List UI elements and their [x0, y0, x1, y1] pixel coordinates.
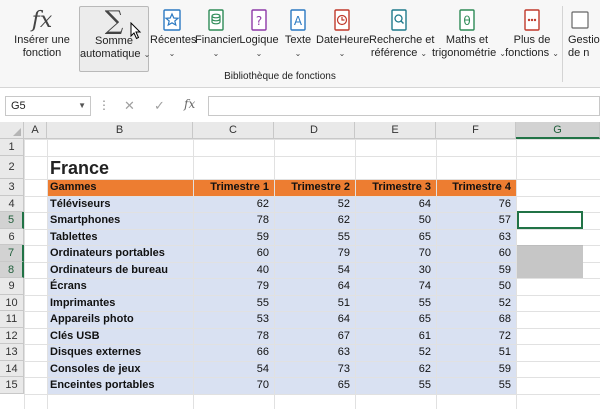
- value-cell[interactable]: 61: [418, 329, 431, 342]
- value-cell[interactable]: 68: [498, 313, 511, 325]
- value-cell[interactable]: 30: [418, 263, 431, 276]
- row-gridline: [24, 139, 600, 140]
- product-cell[interactable]: Smartphones: [50, 214, 121, 226]
- value-cell[interactable]: 74: [418, 280, 431, 292]
- row-header-3[interactable]: 3: [0, 179, 24, 196]
- value-cell[interactable]: 54: [256, 362, 269, 375]
- value-cell[interactable]: 60: [498, 247, 511, 259]
- column-header-g[interactable]: G: [516, 122, 600, 139]
- value-cell[interactable]: 63: [337, 346, 350, 358]
- product-cell[interactable]: Ordinateurs portables: [50, 247, 165, 259]
- value-cell[interactable]: 54: [337, 263, 350, 276]
- row-gridline: [24, 394, 600, 395]
- value-cell[interactable]: 51: [498, 346, 511, 358]
- column-header-a[interactable]: A: [24, 122, 47, 139]
- value-cell[interactable]: 67: [337, 329, 350, 342]
- product-cell[interactable]: Imprimantes: [50, 296, 116, 309]
- row-header-10[interactable]: 10: [0, 295, 24, 312]
- column-header-e[interactable]: E: [355, 122, 436, 139]
- value-cell[interactable]: 55: [418, 296, 431, 309]
- row-header-6[interactable]: 6: [0, 229, 24, 246]
- ribbon: [0, 0, 600, 88]
- value-cell[interactable]: 73: [337, 362, 350, 375]
- column-header-d[interactable]: D: [274, 122, 355, 139]
- value-cell[interactable]: 55: [337, 230, 350, 243]
- value-cell[interactable]: 50: [498, 280, 511, 292]
- star-icon: [161, 8, 183, 32]
- value-cell[interactable]: 40: [256, 263, 269, 276]
- value-cell[interactable]: 62: [337, 214, 350, 226]
- value-cell[interactable]: 72: [498, 329, 511, 342]
- row-header-11[interactable]: 11: [0, 311, 24, 328]
- value-cell[interactable]: 65: [418, 230, 431, 243]
- value-cell[interactable]: 51: [337, 296, 350, 309]
- svg-text:A: A: [293, 14, 303, 28]
- theta-book-icon: [456, 8, 478, 32]
- row-header-13[interactable]: 13: [0, 344, 24, 361]
- product-cell[interactable]: Appareils photo: [50, 313, 134, 325]
- select-all-button[interactable]: [0, 122, 24, 139]
- drag-handle-icon[interactable]: ⋮: [98, 98, 109, 112]
- value-cell[interactable]: 55: [418, 379, 431, 391]
- value-cell[interactable]: 57: [498, 214, 511, 226]
- chevron-down-icon: ⌄: [168, 49, 176, 58]
- value-cell[interactable]: 63: [498, 230, 511, 243]
- value-cell[interactable]: 52: [337, 197, 350, 210]
- function-library-group-label: Bibliothèque de fonctions: [224, 71, 336, 82]
- column-header-b[interactable]: B: [47, 122, 193, 139]
- autosum-button[interactable]: ∑ Somme automatique ⌄: [79, 6, 149, 72]
- row-header-8[interactable]: 8: [0, 262, 24, 279]
- financial-button[interactable]: Financier ⌄: [195, 6, 237, 72]
- product-cell[interactable]: Clés USB: [50, 329, 100, 342]
- cancel-icon[interactable]: ✕: [124, 98, 135, 113]
- header-cell-trimestre-1[interactable]: Trimestre 1: [210, 181, 269, 193]
- fx-icon: fx: [31, 7, 53, 33]
- value-cell[interactable]: 50: [418, 214, 431, 226]
- chevron-down-icon: ⌄: [294, 49, 302, 58]
- sheet-title[interactable]: France: [50, 158, 110, 178]
- value-cell[interactable]: 70: [418, 247, 431, 259]
- chevron-down-icon: ⌄: [552, 49, 559, 58]
- logical-button[interactable]: ? Logique ⌄: [239, 6, 279, 72]
- row-header-5[interactable]: 5: [0, 212, 24, 229]
- datetime-button[interactable]: DateHeure ⌄: [316, 6, 368, 72]
- chevron-down-icon: ⌄: [255, 49, 263, 58]
- value-cell[interactable]: 70: [256, 379, 269, 391]
- insert-function-button[interactable]: fx Insérer une fonction: [14, 7, 70, 59]
- product-cell[interactable]: Consoles de jeux: [50, 362, 141, 375]
- value-cell[interactable]: 66: [256, 346, 269, 358]
- value-cell[interactable]: 64: [337, 280, 350, 292]
- spreadsheet-grid[interactable]: [0, 122, 600, 409]
- value-cell[interactable]: 64: [337, 313, 350, 325]
- value-cell[interactable]: 64: [418, 197, 431, 210]
- header-cell-gammes[interactable]: Gammes: [50, 181, 97, 193]
- sigma-icon: ∑: [104, 5, 124, 36]
- more-book-icon: [521, 8, 543, 32]
- search-book-icon: [388, 8, 410, 32]
- enter-icon[interactable]: ✓: [154, 98, 165, 113]
- financial-icon: [205, 8, 227, 32]
- column-header-f[interactable]: F: [436, 122, 516, 139]
- header-cell-trimestre-4[interactable]: Trimestre 4: [452, 181, 511, 193]
- name-manager-button[interactable]: Gestio de n: [568, 6, 600, 72]
- column-header-c[interactable]: C: [193, 122, 274, 139]
- text-book-icon: [287, 8, 309, 32]
- product-cell[interactable]: Écrans: [50, 280, 87, 292]
- svg-text:θ: θ: [463, 14, 471, 28]
- chevron-down-icon: ⌄: [212, 49, 220, 58]
- selected-range[interactable]: [517, 245, 583, 278]
- value-cell[interactable]: 59: [256, 230, 269, 243]
- value-cell[interactable]: 52: [418, 346, 431, 358]
- value-cell[interactable]: 78: [256, 214, 269, 226]
- chevron-down-icon: ⌄: [143, 50, 151, 59]
- row-header-1[interactable]: 1: [0, 139, 24, 156]
- value-cell[interactable]: 79: [256, 280, 269, 292]
- header-cell-trimestre-2[interactable]: Trimestre 2: [291, 181, 350, 193]
- value-cell[interactable]: 76: [498, 197, 511, 210]
- active-cell[interactable]: [517, 211, 583, 229]
- recent-functions-button[interactable]: Récentes ⌄: [150, 6, 194, 72]
- product-cell[interactable]: Tablettes: [50, 230, 98, 243]
- product-cell[interactable]: Enceintes portables: [50, 379, 155, 391]
- formula-bar: [0, 88, 600, 120]
- value-cell[interactable]: 55: [498, 379, 511, 391]
- value-cell[interactable]: 65: [418, 313, 431, 325]
- row-header-9[interactable]: 9: [0, 278, 24, 295]
- math-trig-button[interactable]: θ Maths et trigonométrie ⌄: [432, 6, 502, 72]
- row-header-12[interactable]: 12: [0, 328, 24, 345]
- insert-function-icon[interactable]: fx: [184, 97, 196, 111]
- lookup-reference-button[interactable]: Recherche et référence ⌄: [369, 6, 429, 72]
- chevron-down-icon: ⌄: [499, 49, 506, 58]
- name-box[interactable]: G5 ▼: [5, 96, 91, 116]
- question-book-icon: [248, 8, 270, 32]
- value-cell[interactable]: 62: [256, 197, 269, 210]
- value-cell[interactable]: 53: [256, 313, 269, 325]
- row-header-4[interactable]: 4: [0, 196, 24, 213]
- ribbon-separator: [562, 6, 563, 82]
- mouse-cursor-icon: [130, 22, 142, 40]
- product-cell[interactable]: Disques externes: [50, 346, 142, 358]
- chevron-down-icon: ⌄: [420, 49, 428, 58]
- more-functions-button[interactable]: Plus de fonctions ⌄: [504, 6, 560, 72]
- name-manager-icon: [568, 8, 590, 32]
- value-cell[interactable]: 55: [256, 296, 269, 309]
- value-cell[interactable]: 65: [337, 379, 350, 391]
- svg-text:?: ?: [255, 14, 263, 28]
- value-cell[interactable]: 60: [256, 247, 269, 259]
- row-header-14[interactable]: 14: [0, 361, 24, 378]
- row-header-2[interactable]: 2: [0, 156, 24, 179]
- value-cell[interactable]: 59: [498, 362, 511, 375]
- value-cell[interactable]: 52: [498, 296, 511, 309]
- chevron-down-icon: ⌄: [338, 49, 346, 58]
- row-header-15[interactable]: 15: [0, 377, 24, 394]
- value-cell[interactable]: 79: [337, 247, 350, 259]
- value-cell[interactable]: 62: [418, 362, 431, 375]
- chevron-down-icon[interactable]: ▼: [78, 101, 86, 110]
- product-cell[interactable]: Téléviseurs: [50, 197, 111, 210]
- product-cell[interactable]: Ordinateurs de bureau: [50, 263, 168, 276]
- text-functions-button[interactable]: A Texte ⌄: [283, 6, 313, 72]
- formula-input[interactable]: [208, 96, 600, 116]
- value-cell[interactable]: 78: [256, 329, 269, 342]
- row-header-7[interactable]: 7: [0, 245, 24, 262]
- value-cell[interactable]: 59: [498, 263, 511, 276]
- header-cell-trimestre-3[interactable]: Trimestre 3: [372, 181, 431, 193]
- clock-book-icon: [331, 8, 353, 32]
